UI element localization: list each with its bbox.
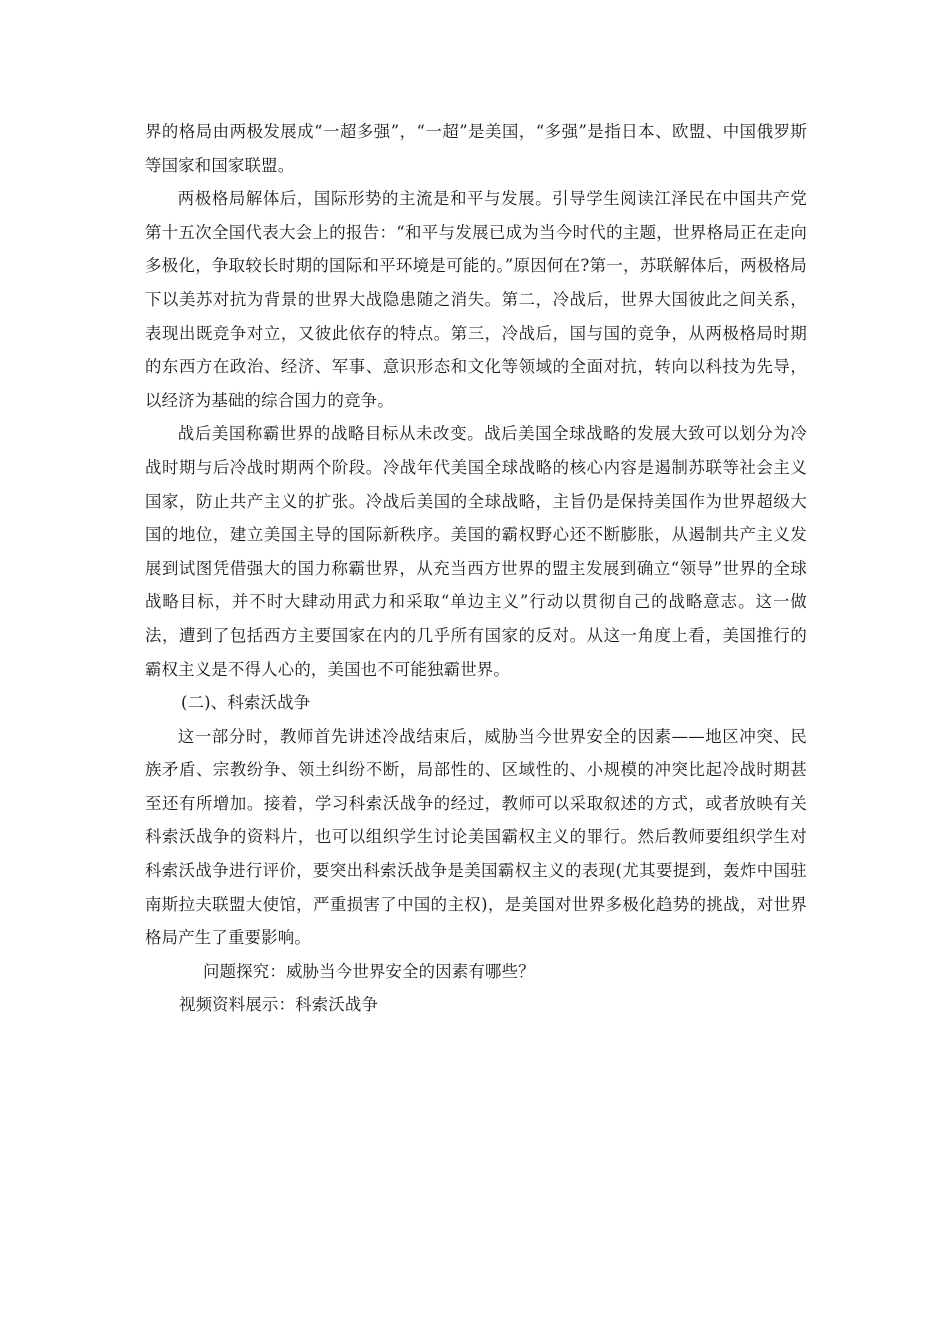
paragraph-kosovo-war: 这一部分时，教师首先讲述冷战结束后，威胁当今世界安全的因素——地区冲突、民族矛盾、宗教纷争、领土纠纷不断，局部性的、区域性的、小规模的冲突比起冷战时期甚至还有所增加。接着，学习科索沃战争的经过，教师可以采取叙述的方式，或者放映有关科索沃战争的资料片，也可以组织学生讨论美国霸权主义的罪行。然后教师要组织学生对科索沃战争进行评价，要突出科索沃战争是美国霸权主义的表现(尤其要提到，轰炸中国驻南斯拉夫联盟大使馆，严重损害了中国的主权)，是美国对世界多极化趋势的挑战，对世界格局产生了重要影响。 [145,726,807,948]
paragraph-peace-development: 两极格局解体后，国际形势的主流是和平与发展。引导学生阅读江泽民在中国共产党第十五次全国代表大会上的报告：“和平与发展已成为当今时代的主题，世界格局正在走向多极化，争取较长时期的国际和平环境是可能的。”原因何在?第一，苏联解体后，两极格局下以美苏对抗为背景的世界大战隐患随之消失。第二，冷战后，世界大国彼此之间关系，表现出既竞争对立，又彼此依存的特点。第三，冷战后，国与国的竞争，从两极格局时期的东西方在政治、经济、军事、意识形态和文化等领域的全面对抗，转向以科技为先导，以经济为基础的综合国力的竞争。 [145,189,807,410]
question-prompt: 问题探究：威胁当今世界安全的因素有哪些？ [203,961,535,981]
video-material-line: 视频资料展示：科索沃战争 [179,995,379,1015]
paragraph-continuation: 界的格局由两极发展成“一超多强”，“一超”是美国，“多强”是指日本、欧盟、中国俄罗斯等国家和国家联盟。 [145,122,807,175]
document-body [145,115,807,1022]
section-heading: (二)、科索沃战争 [181,693,311,713]
paragraph-us-strategy: 战后美国称霸世界的战略目标从未改变。战后美国全球战略的发展大致可以划分为冷战时期与后冷战时期两个阶段。冷战年代美国全球战略的核心内容是遏制苏联等社会主义国家，防止共产主义的扩张。冷战后美国的全球战略，主旨仍是保持美国作为世界超级大国的地位，建立美国主导的国际新秩序。美国的霸权野心还不断膨胀，从遏制共产主义发展到试图凭借强大的国力称霸世界，从充当西方世界的盟主发展到确立“领导”世界的全球战略目标，并不时大肆动用武力和采取“单边主义”行动以贯彻自己的战略意志。这一做法，遭到了包括西方主要国家在内的几乎所有国家的反对。从这一角度上看，美国推行的霸权主义是不得人心的，美国也不可能独霸世界。 [145,424,807,679]
